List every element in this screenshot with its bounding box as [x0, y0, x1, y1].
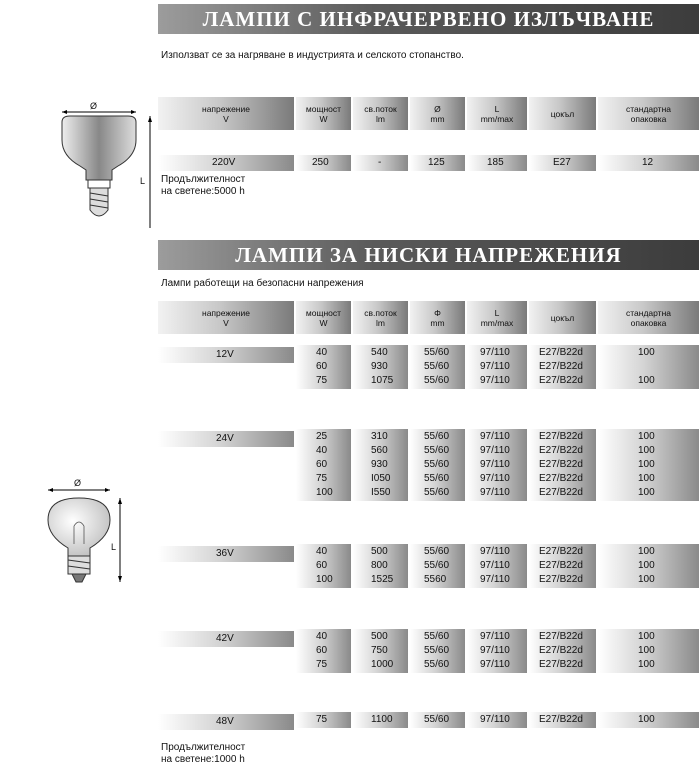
group-flux: 500 — [371, 546, 388, 557]
group-power: 40 — [316, 631, 328, 642]
group-flux: 930 — [371, 459, 388, 470]
group-cap: E27/B22d — [539, 375, 583, 386]
header-flux: св.поток lm — [353, 97, 408, 130]
header-length: L mm/max — [467, 97, 527, 130]
reflector-length-label: L — [140, 176, 146, 186]
group-diameter: 55/60 — [424, 645, 450, 656]
group-cap: E27/B22d — [539, 459, 583, 470]
group-cap: E27/B22d — [539, 546, 583, 557]
row-pack: 12 — [642, 157, 654, 168]
bulb-diameter-label: Ø — [74, 478, 82, 488]
group-diameter: 55/60 — [424, 560, 450, 571]
group-length: 97/110 — [480, 445, 510, 456]
group-voltage: 48V — [216, 716, 234, 727]
header-pack: стандартна опаковка — [598, 97, 699, 130]
group-diameter: 55/60 — [424, 375, 450, 386]
group-length: 97/110 — [480, 459, 510, 470]
group-flux: 560 — [371, 445, 388, 456]
group-voltage: 24V — [216, 433, 234, 444]
row-length: 185 — [487, 157, 504, 168]
group-cap: E27/B22d — [539, 631, 583, 642]
group-flux: 1075 — [371, 375, 394, 386]
row-flux: - — [378, 157, 382, 168]
group-power: 75 — [316, 659, 328, 670]
group-cap: E27/B22d — [539, 445, 583, 456]
group-pack: 100 — [638, 347, 655, 358]
group-cap: E27/B22d — [539, 714, 583, 725]
group-length: 97/110 — [480, 431, 510, 442]
group-diameter: 55/60 — [424, 659, 450, 670]
section1-title: ЛАМПИ С ИНФРАЧЕРВЕНО ИЗЛЪЧВАНЕ — [158, 4, 699, 34]
group-diameter: 55/60 — [424, 459, 450, 470]
group-power: 100 — [316, 574, 333, 585]
group-flux: 800 — [371, 560, 388, 571]
group-cap: E27/B22d — [539, 574, 583, 585]
group-voltage: 36V — [216, 548, 234, 559]
group-length: 97/110 — [480, 375, 510, 386]
group-power: 60 — [316, 560, 328, 571]
group-pack: 100 — [638, 375, 655, 386]
group-flux: 500 — [371, 631, 388, 642]
group-length: 97/110 — [480, 659, 510, 670]
group-length: 97/110 — [480, 631, 510, 642]
header-pack: стандартна опаковка — [598, 301, 699, 334]
section1-life: Продължителност на светене:5000 h — [161, 174, 246, 197]
section2-title: ЛАМПИ ЗА НИСКИ НАПРЕЖЕНИЯ — [158, 240, 699, 270]
group-length: 97/110 — [480, 560, 510, 571]
group-power: 40 — [316, 546, 328, 557]
group-pack: 100 — [638, 546, 655, 557]
section1-subtitle: Използват се за нагряване в индустрията и селското стопанство. — [161, 50, 464, 61]
section2-subtitle: Лампи работещи на безопасни напрежения — [161, 278, 364, 289]
group-pack: 100 — [638, 473, 655, 484]
group-pack: 100 — [638, 459, 655, 470]
group-diameter: 55/60 — [424, 473, 450, 484]
reflector-diameter-label: Ø — [90, 101, 98, 111]
row-voltage: 220V — [212, 157, 236, 168]
group-diameter: 55/60 — [424, 347, 450, 358]
group-power: 40 — [316, 445, 328, 456]
group-power: 60 — [316, 645, 328, 656]
header-voltage: напрежение V — [158, 301, 294, 334]
group-power: 60 — [316, 459, 328, 470]
group-diameter: 55/60 — [424, 431, 450, 442]
row-diameter: 125 — [428, 157, 445, 168]
group-length: 97/110 — [480, 574, 510, 585]
group-pack: 100 — [638, 631, 655, 642]
group-flux: 930 — [371, 361, 388, 372]
standard-bulb-diagram — [40, 478, 130, 588]
group-power: 25 — [316, 431, 328, 442]
reflector-lamp-diagram — [40, 100, 160, 230]
group-diameter: 5560 — [424, 574, 447, 585]
group-pack: 100 — [638, 431, 655, 442]
group-flux: 1525 — [371, 574, 394, 585]
group-cap: E27/B22d — [539, 473, 583, 484]
group-cap: E27/B22d — [539, 560, 583, 571]
group-flux: 1100 — [371, 714, 393, 725]
group-flux: 540 — [371, 347, 388, 358]
group-cap: E27/B22d — [539, 361, 583, 372]
group-pack: 100 — [638, 714, 655, 725]
group-power: 75 — [316, 473, 328, 484]
group-flux: I550 — [371, 487, 391, 498]
bulb-length-label: L — [111, 542, 117, 552]
group-cap: E27/B22d — [539, 347, 583, 358]
group-diameter: 55/60 — [424, 487, 450, 498]
header-power: мощност W — [296, 301, 351, 334]
group-length: 97/110 — [480, 645, 510, 656]
group-length: 97/110 — [480, 473, 510, 484]
section2-life: Продължителност на светене:1000 h — [161, 742, 246, 765]
header-length: L mm/max — [467, 301, 527, 334]
group-pack: 100 — [638, 574, 655, 585]
group-length: 97/110 — [480, 546, 510, 557]
group-flux: 310 — [371, 431, 388, 442]
group-pack: 100 — [638, 445, 655, 456]
group-pack: 100 — [638, 659, 655, 670]
row-cap: E27 — [553, 157, 571, 168]
group-diameter: 55/60 — [424, 714, 450, 725]
row-power: 250 — [312, 157, 329, 168]
group-power: 100 — [316, 487, 333, 498]
group-flux: 1000 — [371, 659, 394, 670]
group-flux: I050 — [371, 473, 391, 484]
group-cap: E27/B22d — [539, 645, 583, 656]
header-diameter: Ø mm — [410, 97, 465, 130]
group-diameter: 55/60 — [424, 361, 450, 372]
group-power: 40 — [316, 347, 328, 358]
group-flux: 750 — [371, 645, 388, 656]
group-voltage: 12V — [216, 349, 234, 360]
header-cap: цокъл — [529, 301, 596, 334]
header-voltage: напрежение V — [158, 97, 294, 130]
group-diameter: 55/60 — [424, 631, 450, 642]
group-diameter: 55/60 — [424, 445, 450, 456]
group-length: 97/110 — [480, 347, 510, 358]
header-cap: цокъл — [529, 97, 596, 130]
group-pack: 100 — [638, 560, 655, 571]
header-power: мощност W — [296, 97, 351, 130]
group-power: 75 — [316, 375, 328, 386]
group-power: 60 — [316, 361, 328, 372]
group-cap: E27/B22d — [539, 431, 583, 442]
group-diameter: 55/60 — [424, 546, 450, 557]
group-length: 97/110 — [480, 361, 510, 372]
header-flux: св.поток lm — [353, 301, 408, 334]
group-length: 97/110 — [480, 714, 510, 725]
group-cap: E27/B22d — [539, 487, 583, 498]
group-pack: 100 — [638, 645, 655, 656]
header-diameter: Φ mm — [410, 301, 465, 334]
group-voltage: 42V — [216, 633, 234, 644]
group-length: 97/110 — [480, 487, 510, 498]
group-power: 75 — [316, 714, 328, 725]
group-cap: E27/B22d — [539, 659, 583, 670]
group-pack: 100 — [638, 487, 655, 498]
